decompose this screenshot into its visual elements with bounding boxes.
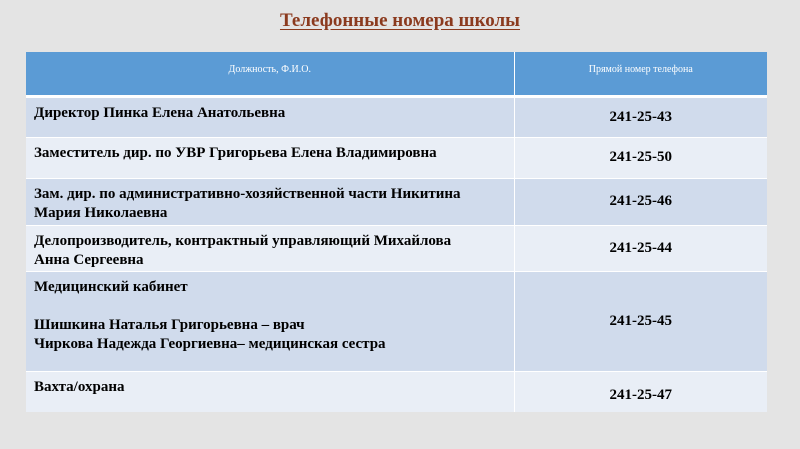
table-row xyxy=(26,96,767,137)
position-text: Мария Николаевна xyxy=(34,204,168,221)
page-title xyxy=(0,10,800,32)
header-name: Должность, Ф.И.О. xyxy=(26,52,514,96)
position-cell xyxy=(26,371,514,412)
position-text: Медицинский кабинет xyxy=(34,278,188,295)
position-text: Анна Сергеевна xyxy=(34,251,144,268)
position-cell xyxy=(26,271,514,371)
position-text: Делопроизводитель, контрактный управляющий Михайлова xyxy=(34,232,452,249)
table-row xyxy=(26,178,767,225)
line-spacer xyxy=(34,297,514,316)
position-text: Директор Пинка Елена Анатольевна xyxy=(34,104,286,121)
phone-number: 241-25-43 xyxy=(514,96,767,137)
position-text: Вахта/охрана xyxy=(34,378,125,395)
position-cell xyxy=(26,96,514,137)
position-text: Зам. дир. по административно-хозяйственной части Никитина xyxy=(34,185,461,202)
position-text: Чиркова Надежда Георгиевна– медицинская сестра xyxy=(34,335,386,352)
phone-table xyxy=(26,52,767,412)
position-cell xyxy=(26,178,514,225)
position-text: Заместитель дир. по УВР Григорьева Елена Владимировна xyxy=(34,144,437,161)
phone-number: 241-25-44 xyxy=(514,225,767,271)
position-text: Шишкина Наталья Григорьевна – врач xyxy=(34,316,305,333)
page-title-text: Телефонные номера школы xyxy=(279,10,521,31)
header-phone: Прямой номер телефона xyxy=(514,52,767,96)
phone-number: 241-25-46 xyxy=(514,178,767,225)
phone-number: 241-25-45 xyxy=(514,271,767,371)
phone-number: 241-25-50 xyxy=(514,137,767,178)
table-row xyxy=(26,137,767,178)
position-cell xyxy=(26,137,514,178)
phone-number: 241-25-47 xyxy=(514,371,767,412)
table-row xyxy=(26,271,767,371)
table-header-row xyxy=(26,52,767,96)
table-row xyxy=(26,225,767,271)
position-cell xyxy=(26,225,514,271)
table-row xyxy=(26,371,767,412)
